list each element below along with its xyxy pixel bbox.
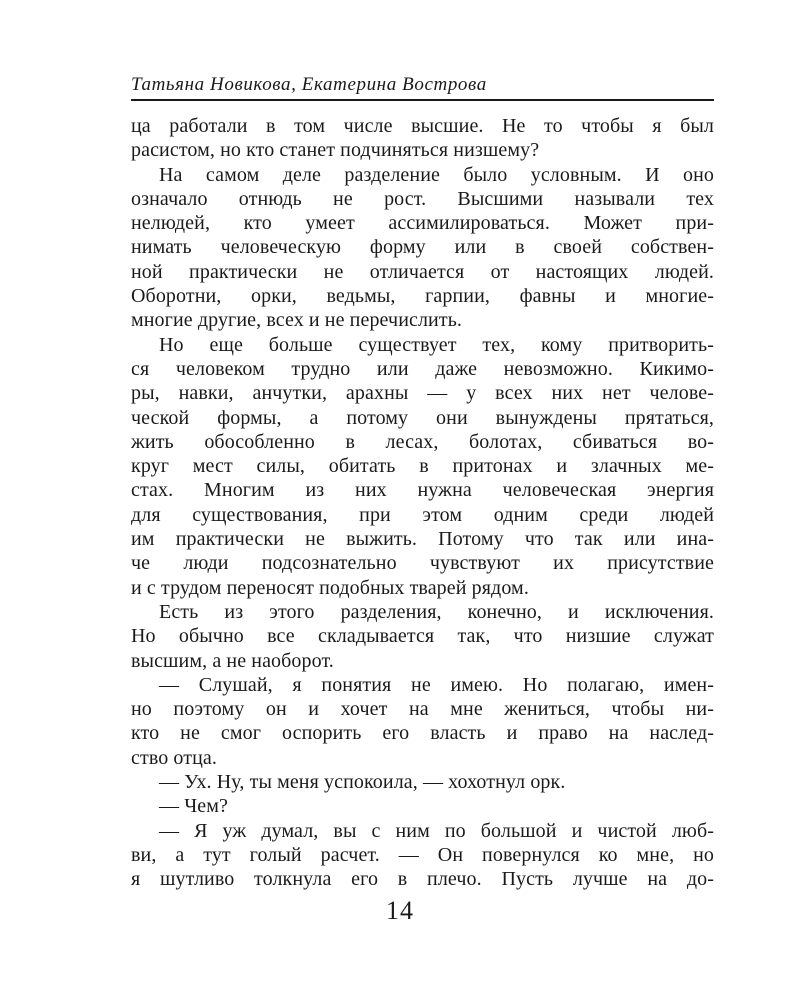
header-rule — [131, 99, 714, 101]
text-line: стах. Многим из них нужна человеческая энергия — [131, 479, 714, 502]
text-line: Оборотни, орки, ведьмы, гарпии, фавны и многие- — [131, 285, 714, 308]
text-line: но поэтому он и хочет на мне жениться, чтобы ни- — [131, 698, 714, 721]
text-line: им практически не выжить. Потому что так или ина- — [131, 528, 714, 551]
text-line: ческой формы, а потому они вынуждены прятаться, — [131, 406, 714, 429]
text-line: — Слушай, я понятия не имею. Но полагаю, имен- — [159, 673, 714, 696]
text-line: Но обычно все складывается так, что низшие служат — [131, 625, 714, 648]
text-line: На самом деле разделение было условным. И оно — [159, 163, 714, 186]
text-line: Но еще больше существует тех, кому притворить- — [159, 333, 714, 356]
text-line: многие другие, всех и не перечислить. — [131, 309, 463, 332]
text-line: ца работали в том числе высшие. Не то чтобы я был — [131, 115, 714, 137]
text-line: нимать человеческую форму или в своей собствен- — [131, 236, 714, 259]
text-line: ся человеком трудно или даже невозможно. Кикимо- — [131, 357, 714, 380]
text-line: кто не смог оспорить его власть и право на наслед- — [131, 722, 714, 745]
text-line: и с трудом переносят подобных тварей рядом. — [131, 576, 529, 599]
text-line: ство отца. — [131, 746, 217, 769]
text-line: высшим, а не наоборот. — [131, 649, 334, 672]
body-text — [131, 114, 714, 892]
text-line: нелюдей, кто умеет ассимилироваться. Может при- — [131, 212, 714, 235]
text-line: ви, а тут голый расчет. — Он повернулся ко мне, но — [131, 843, 714, 866]
page-number: 14 — [386, 896, 414, 925]
text-line: че люди подсознательно чувствуют их присутствие — [131, 552, 714, 575]
text-line: жить обособленно в лесах, болотах, сбиваться во- — [131, 430, 714, 453]
text-line: ной практически не отличается от настоящих людей. — [131, 260, 714, 283]
text-line: означало отнюдь не рост. Высшими называли тех — [131, 187, 714, 210]
text-line: расистом, но кто станет подчиняться низшему? — [131, 139, 540, 162]
text-line: — Чем? — [159, 795, 229, 818]
text-line: я шутливо толкнула его в плечо. Пусть лучше на до- — [131, 868, 714, 891]
text-line: Есть из этого разделения, конечно, и исключения. — [159, 600, 714, 623]
text-line: — Я уж думал, вы с ним по большой и чистой люб- — [159, 819, 714, 842]
text-line: для существования, при этом одним среди людей — [131, 503, 714, 526]
text-line: — Ух. Ну, ты меня успокоила, — хохотнул орк. — [159, 771, 566, 794]
running-head-authors: Татьяна Новикова, Екатерина Вострова — [131, 74, 487, 95]
text-line: ры, навки, анчутки, арахны — у всех них нет челове- — [131, 382, 714, 405]
text-line: круг мест силы, обитать в притонах и злачных ме- — [131, 455, 714, 478]
